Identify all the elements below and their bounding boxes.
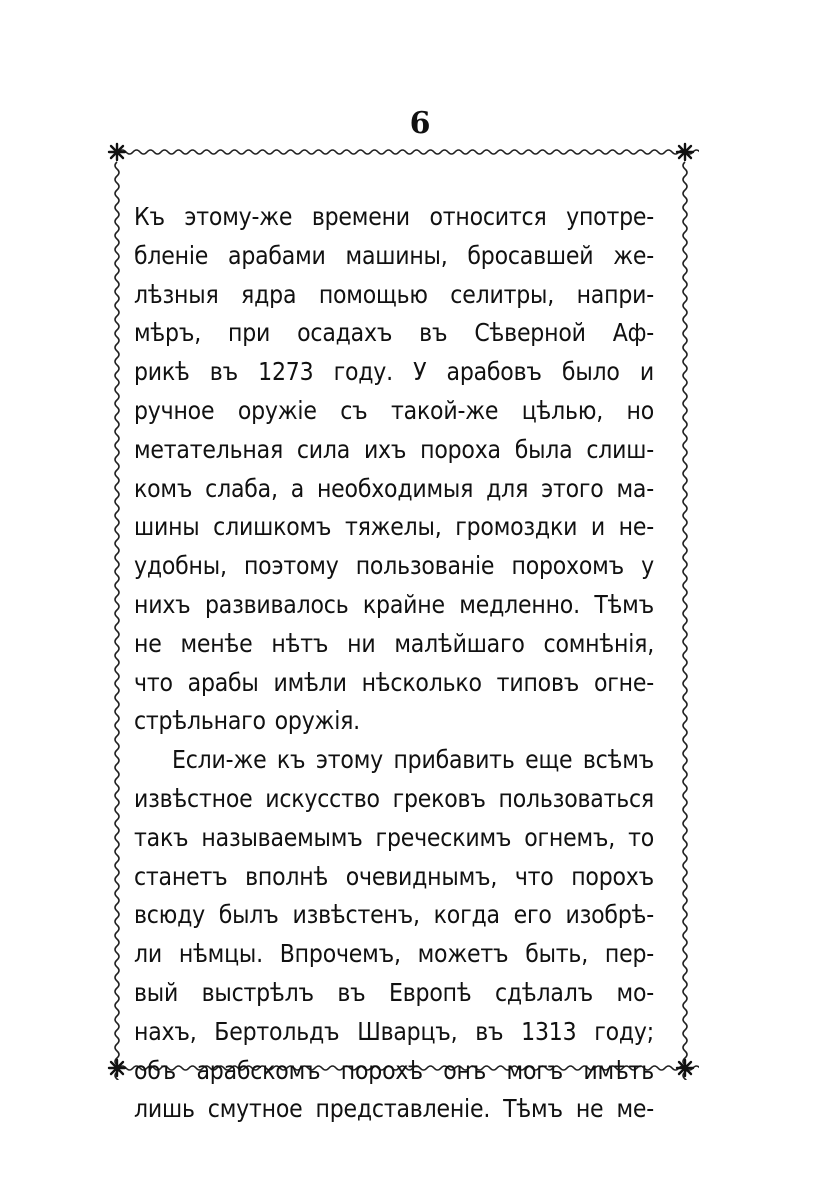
text-line: извѣстное искусство грековъ пользоваться [134, 783, 654, 813]
text-line: лѣзныя ядра помощью селитры, напри- [134, 279, 654, 309]
text-line: ручное оружіе съ такой-же цѣлью, но [134, 395, 654, 425]
text-line: что арабы имѣли нѣсколько типовъ огне- [134, 667, 654, 697]
text-line: такъ называемымъ греческимъ огнемъ, то [134, 822, 654, 852]
text-line: Если-же къ этому прибавить еще всѣмъ [172, 745, 654, 775]
text-line: стрѣльнаго оружія. [134, 706, 360, 736]
text-line: объ арабскомъ порохѣ онъ могъ имѣть [134, 1055, 654, 1085]
text-line: шины слишкомъ тяжелы, громоздки и не- [134, 512, 654, 542]
text-line: мѣръ, при осадахъ въ Сѣверной Аф- [134, 318, 654, 348]
corner-ornament-top-left [109, 144, 125, 160]
body-text [134, 198, 654, 1129]
text-line: нихъ развивалось крайне медленно. Тѣмъ [134, 589, 654, 619]
text-line: лишь смутное представленіе. Тѣмъ не ме- [134, 1094, 654, 1124]
text-line: не менѣе нѣтъ ни малѣйшаго сомнѣнія, [134, 628, 654, 658]
corner-ornament-bottom-left [109, 1060, 125, 1076]
corner-ornament-bottom-right [677, 1060, 693, 1076]
text-line: удобны, поэтому пользованіе порохомъ у [134, 551, 654, 581]
page-number: 6 [409, 106, 431, 141]
text-line: Къ этому-же времени относится употре- [134, 202, 654, 231]
corner-ornament-top-right [677, 144, 693, 160]
border-top [119, 150, 699, 154]
border-right [683, 162, 687, 1080]
border-left [115, 162, 119, 1080]
text-line: рикѣ въ 1273 году. У арабовъ было и [134, 357, 654, 387]
text-line: метательная сила ихъ пороха была слиш- [134, 434, 654, 464]
text-line: комъ слаба, а необходимыя для этого ма- [134, 473, 654, 503]
text-line: вый выстрѣлъ въ Европѣ сдѣлалъ мо- [134, 977, 654, 1007]
text-line: бленіе арабами машины, бросавшей же- [134, 240, 654, 270]
text-line: станетъ вполнѣ очевиднымъ, что порохъ [134, 861, 654, 891]
text-line: всюду былъ извѣстенъ, когда его изобрѣ- [134, 900, 654, 930]
text-line: нахъ, Бертольдъ Шварцъ, въ 1313 году; [134, 1016, 654, 1046]
text-line: ли нѣмцы. Впрочемъ, можетъ быть, пер- [134, 939, 654, 969]
